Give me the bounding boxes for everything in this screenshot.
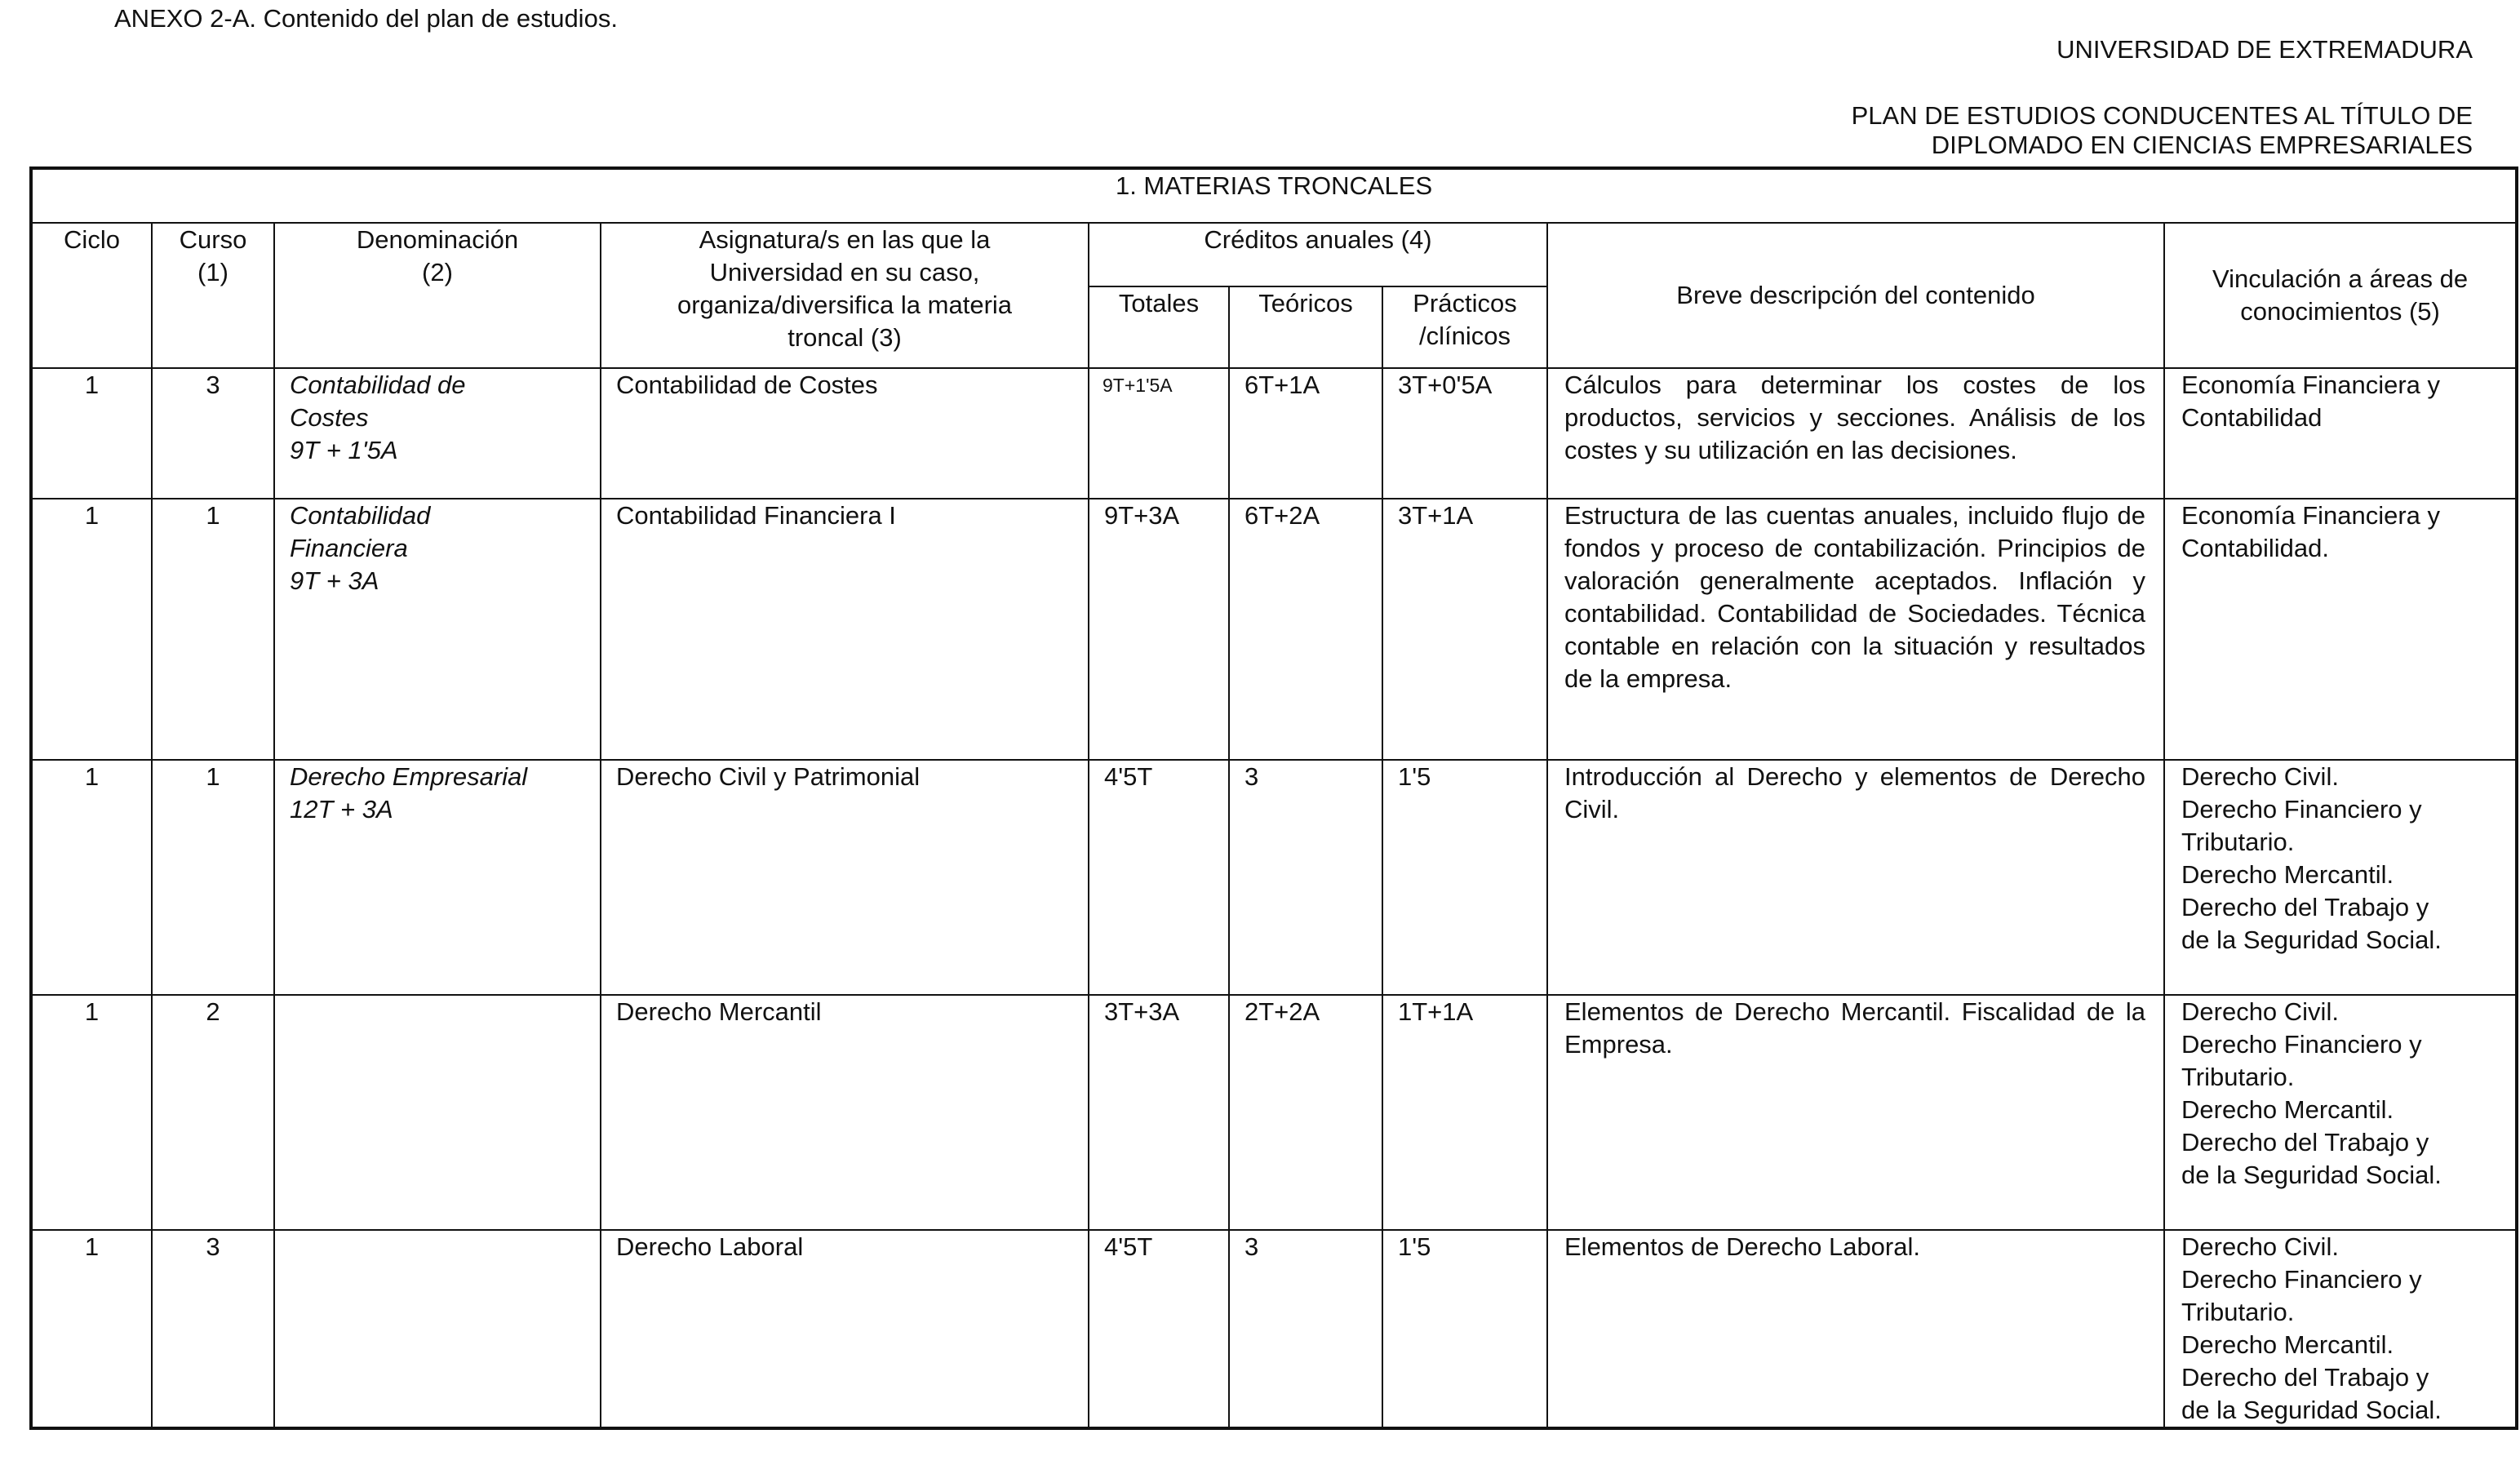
curso-cell: 3: [152, 368, 274, 499]
asignatura-cell: Contabilidad Financiera I: [601, 499, 1089, 760]
table-body: [31, 368, 2517, 1428]
totales-cell: 4'5T: [1089, 760, 1229, 995]
denominacion-cell: Derecho Empresarial 12T + 3A: [274, 760, 601, 995]
practicos-cell: 1T+1A: [1382, 995, 1547, 1230]
denominacion-cell: Contabilidad de Costes 9T + 1'5A: [274, 368, 601, 499]
teoricos-cell: 6T+2A: [1229, 499, 1382, 760]
col-header-practicos: Prácticos /clínicos: [1382, 286, 1547, 368]
ciclo-cell: 1: [31, 995, 152, 1230]
plan-title: [1852, 101, 2473, 160]
table-row: [31, 368, 2517, 499]
curso-cell: 1: [152, 499, 274, 760]
vinculacion-cell: Derecho Civil. Derecho Financiero y Tributario. Derecho Mercantil. Derecho del Trabajo y de la Seguridad Social.: [2164, 995, 2517, 1230]
totales-cell: 9T+3A: [1089, 499, 1229, 760]
practicos-cell: 3T+1A: [1382, 499, 1547, 760]
descripcion-cell: Elementos de Derecho Laboral.: [1547, 1230, 2164, 1428]
col-header-creditos: Créditos anuales (4): [1089, 223, 1547, 286]
curso-cell: 3: [152, 1230, 274, 1428]
asignatura-cell: Derecho Laboral: [601, 1230, 1089, 1428]
asignatura-cell: Derecho Mercantil: [601, 995, 1089, 1230]
descripcion-cell: Cálculos para determinar los costes de los productos, servicios y secciones. Análisis de los costes y su utilización en las decisiones.: [1547, 368, 2164, 499]
vinculacion-cell: Derecho Civil. Derecho Financiero y Tributario. Derecho Mercantil. Derecho del Trabajo y de la Seguridad Social.: [2164, 1230, 2517, 1428]
totales-cell: 4'5T: [1089, 1230, 1229, 1428]
asignatura-cell: Contabilidad de Costes: [601, 368, 1089, 499]
denominacion-cell: [274, 995, 601, 1230]
ciclo-cell: 1: [31, 368, 152, 499]
university-name: UNIVERSIDAD DE EXTREMADURA: [2056, 35, 2473, 64]
vinculacion-cell: Economía Financiera y Contabilidad: [2164, 368, 2517, 499]
totales-cell: 9T+1'5A: [1089, 368, 1229, 499]
teoricos-cell: 3: [1229, 760, 1382, 995]
practicos-cell: 3T+0'5A: [1382, 368, 1547, 499]
plan-title-line-1: PLAN DE ESTUDIOS CONDUCENTES AL TÍTULO DE: [1851, 101, 2473, 130]
teoricos-cell: 3: [1229, 1230, 1382, 1428]
totales-cell: 3T+3A: [1089, 995, 1229, 1230]
practicos-cell: 1'5: [1382, 760, 1547, 995]
table-row: [31, 760, 2517, 995]
col-header-denominacion: Denominación (2): [274, 223, 601, 368]
col-header-totales: Totales: [1089, 286, 1229, 368]
ciclo-cell: 1: [31, 1230, 152, 1428]
col-header-teoricos: Teóricos: [1229, 286, 1382, 368]
col-header-vinculacion: Vinculación a áreas de conocimientos (5): [2164, 223, 2517, 368]
section-title: 1. MATERIAS TRONCALES: [31, 168, 2517, 223]
curso-cell: 2: [152, 995, 274, 1230]
denominacion-cell: [274, 1230, 601, 1428]
descripcion-cell: Elementos de Derecho Mercantil. Fiscalidad de la Empresa.: [1547, 995, 2164, 1230]
ciclo-cell: 1: [31, 760, 152, 995]
curso-cell: 1: [152, 760, 274, 995]
vinculacion-cell: Derecho Civil. Derecho Financiero y Tributario. Derecho Mercantil. Derecho del Trabajo y de la Seguridad Social.: [2164, 760, 2517, 995]
table-row: [31, 995, 2517, 1230]
descripcion-cell: Introducción al Derecho y elementos de Derecho Civil.: [1547, 760, 2164, 995]
table-row: [31, 499, 2517, 760]
vinculacion-cell: Economía Financiera y Contabilidad.: [2164, 499, 2517, 760]
col-header-ciclo: Ciclo: [31, 223, 152, 368]
descripcion-cell: Estructura de las cuentas anuales, incluido flujo de fondos y proceso de contabilización. Principios de valoración generalmente aceptados. Inflación y contabilidad. Contabilidad de Sociedades. Técnica contable en relación con la situación y resultados de la empresa.: [1547, 499, 2164, 760]
practicos-cell: 1'5: [1382, 1230, 1547, 1428]
annex-title: ANEXO 2-A. Contenido del plan de estudios.: [114, 4, 618, 33]
denominacion-cell: Contabilidad Financiera 9T + 3A: [274, 499, 601, 760]
teoricos-cell: 6T+1A: [1229, 368, 1382, 499]
col-header-curso: Curso (1): [152, 223, 274, 368]
col-header-descripcion: Breve descripción del contenido: [1547, 223, 2164, 368]
asignatura-cell: Derecho Civil y Patrimonial: [601, 760, 1089, 995]
ciclo-cell: 1: [31, 499, 152, 760]
plan-title-line-2: DIPLOMADO EN CIENCIAS EMPRESARIALES: [1931, 131, 2473, 159]
curriculum-table: [29, 166, 2518, 1430]
table-row: [31, 1230, 2517, 1428]
col-header-asignatura: Asignatura/s en las que la Universidad en su caso, organiza/diversifica la materia troncal (3): [601, 223, 1089, 368]
teoricos-cell: 2T+2A: [1229, 995, 1382, 1230]
